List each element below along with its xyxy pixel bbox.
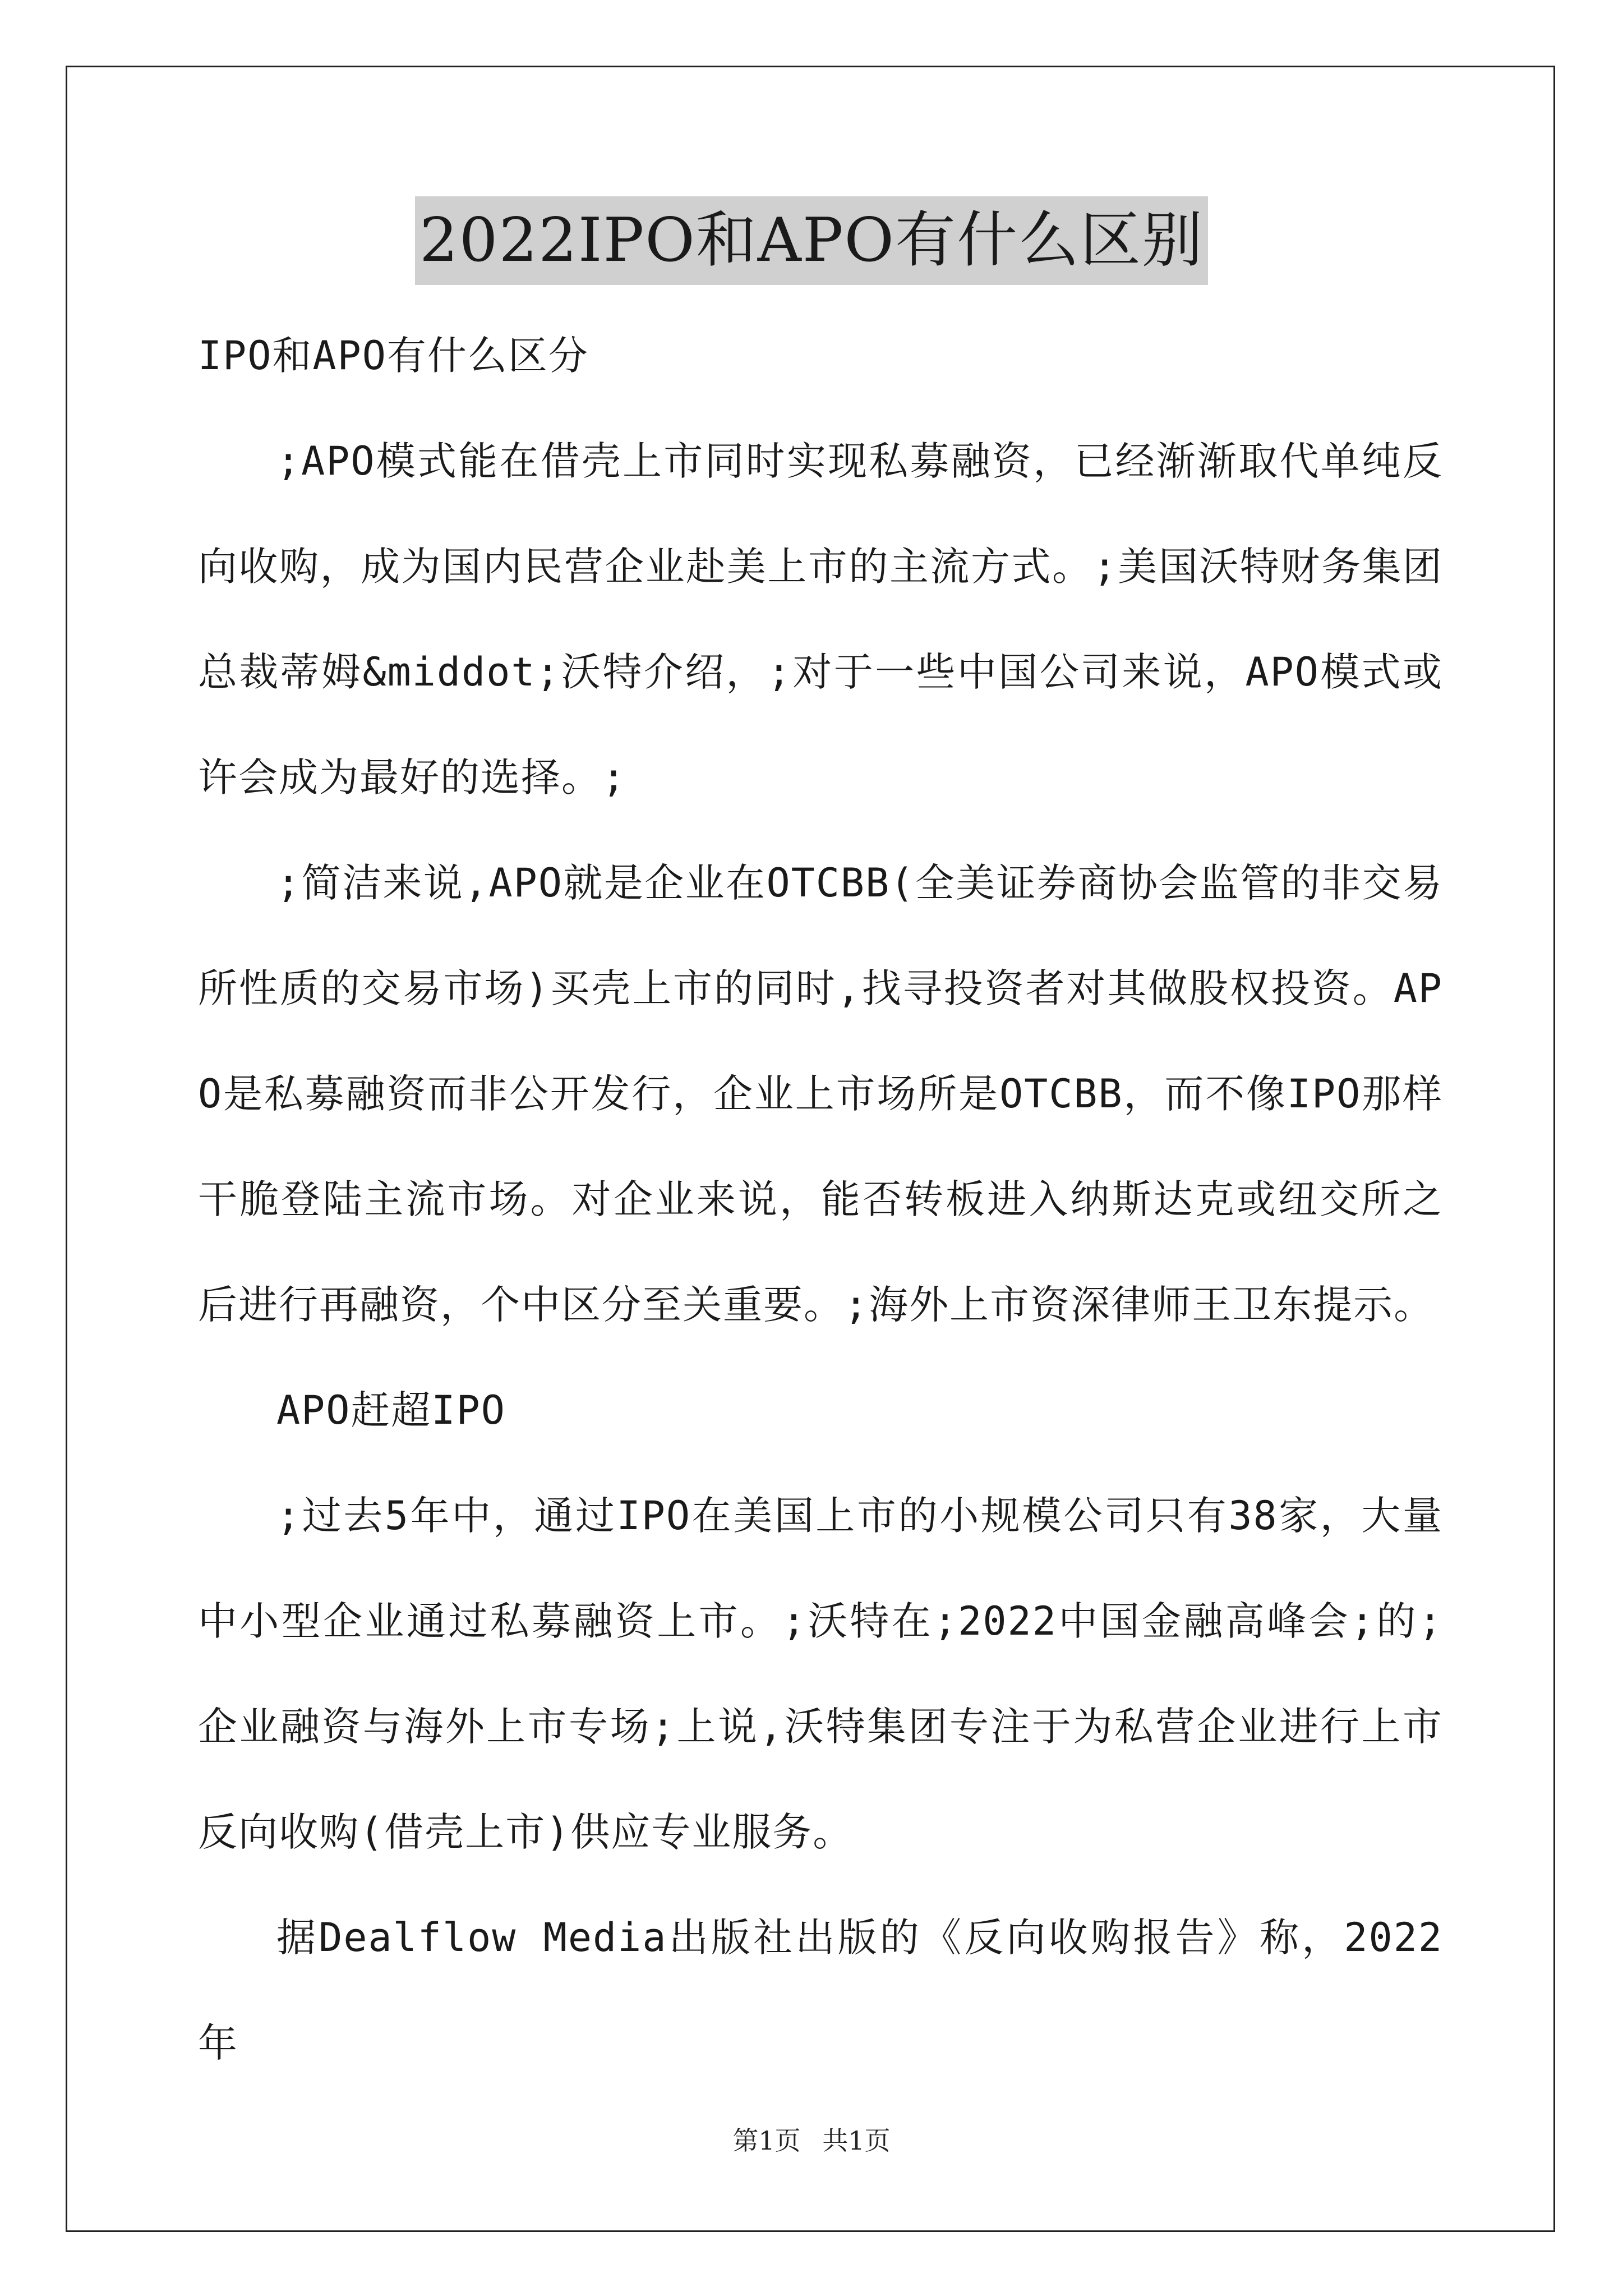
- page-total: 共1页: [822, 2125, 891, 2156]
- page-footer: [0, 2120, 1623, 2157]
- document-body: [198, 303, 1443, 2096]
- paragraph: 据Dealflow Media出版社出版的《反向收购报告》称，2022年: [198, 1915, 1443, 2066]
- document-title: 2022IPO和APO有什么区别: [415, 196, 1208, 285]
- paragraph: ;过去5年中，通过IPO在美国上市的小规模公司只有38家，大量中小型企业通过私募融资上市。;沃特在;2022中国金融高峰会;的;企业融资与海外上市专场;上说,沃特集团专注于为私营企业进行上市反向收购(借壳上市)供应专业服务。: [198, 1493, 1443, 1855]
- paragraph-heading: IPO和APO有什么区分: [198, 333, 589, 379]
- paragraph: ;APO模式能在借壳上市同时实现私募融资，已经渐渐取代单纯反向收购，成为国内民营企业赴美上市的主流方式。;美国沃特财务集团总裁蒂姆&middot;沃特介绍，;对于一些中国公司来说，APO模式或许会成为最好的选择。;: [198, 438, 1443, 800]
- paragraph: ;简洁来说,APO就是企业在OTCBB(全美证券商协会监管的非交易所性质的交易市场)买壳上市的同时,找寻投资者对其做股权投资。APO是私募融资而非公开发行，企业上市场所是OTCBB，而不像IPO那样干脆登陆主流市场。对企业来说，能否转板进入纳斯达克或纽交所之后进行再融资，个中区分至关重要。;海外上市资深律师王卫东提示。: [198, 860, 1443, 1328]
- section-heading: APO赶超IPO: [276, 1387, 506, 1433]
- title-wrap: [0, 196, 1623, 285]
- page-number: 第1页: [732, 2125, 801, 2156]
